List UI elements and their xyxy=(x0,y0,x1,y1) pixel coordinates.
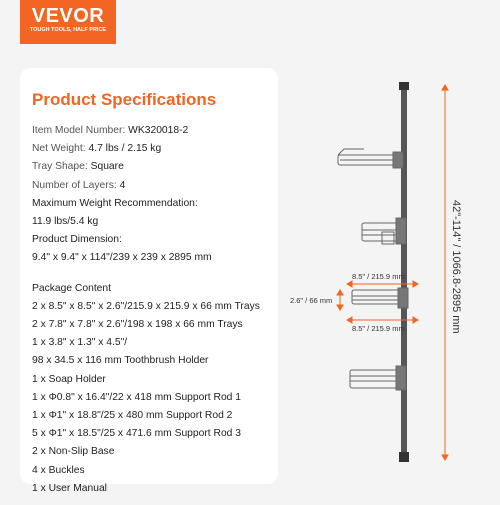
weight-value: 4.7 lbs / 2.15 kg xyxy=(88,143,162,155)
product-illustration xyxy=(290,60,500,500)
package-item: 1 x Φ0.8" x 16.4"/22 x 418 mm Support Rod 1 xyxy=(32,391,241,403)
package-item: 1 x Φ1" x 18.8"/25 x 480 mm Support Rod 2 xyxy=(32,410,233,422)
package-item: 1 x 3.8" x 1.3" x 4.5"/ xyxy=(32,337,128,349)
pole-top-cap xyxy=(399,82,409,90)
middle-tray xyxy=(352,288,408,308)
dimension-label: Product Dimension: xyxy=(32,234,122,246)
logo-brand: VEVOR xyxy=(31,5,105,27)
package-title: Package Content xyxy=(32,282,111,294)
layers-label: Number of Layers: xyxy=(32,179,117,191)
package-item: 5 x Φ1" x 18.5"/25 x 471.6 mm Support Rod 3 xyxy=(32,428,241,440)
layers-row xyxy=(32,177,278,195)
weight-label: Net Weight: xyxy=(32,143,86,155)
package-item: 2 x 7.8" x 7.8" x 2.6"/198 x 198 x 66 mm Trays xyxy=(32,319,243,331)
max-weight-label: Maximum Weight Recommendation: xyxy=(32,197,198,209)
model-row xyxy=(32,122,278,140)
toothbrush-tray xyxy=(362,218,406,244)
package-item: 2 x 8.5" x 8.5" x 2.6"/215.9 x 215.9 x 66 mm Trays xyxy=(32,300,260,312)
package-item: 2 x Non-Slip Base xyxy=(32,446,115,458)
package-item: 98 x 34.5 x 116 mm Toothbrush Holder xyxy=(32,355,209,367)
total-height-label: 42"-114" / 1066.8-2895 mm xyxy=(450,200,462,334)
width-bottom-label: 8.5" / 215.9 mm xyxy=(352,324,405,333)
width-top-label: 8.5" / 215.9 mm xyxy=(352,272,405,281)
model-value: WK320018-2 xyxy=(128,125,189,136)
package-item: 1 x Soap Holder xyxy=(32,373,106,385)
package-item: 4 x Buckles xyxy=(32,464,85,476)
vevor-logo xyxy=(20,0,116,44)
shape-row xyxy=(32,158,278,176)
spec-card xyxy=(20,68,278,494)
model-label: Item Model Number: xyxy=(32,125,126,136)
bottom-tray xyxy=(350,366,406,390)
shape-label: Tray Shape: xyxy=(32,161,88,173)
max-weight-value: 11.9 lbs/5.4 kg xyxy=(32,216,99,228)
shape-value: Square xyxy=(90,161,124,173)
pole-base xyxy=(399,452,409,462)
soap-holder-tray xyxy=(338,149,403,168)
weight-row xyxy=(32,140,278,158)
layers-value: 4 xyxy=(119,179,126,191)
spec-title: Product Specifications xyxy=(32,90,217,109)
dimension-value: 9.4" x 9.4" x 114"/239 x 239 x 2895 mm xyxy=(32,252,212,264)
package-item: 1 x User Manual xyxy=(32,482,107,494)
tray-height-label: 2.6" / 66 mm xyxy=(290,296,333,305)
logo-tagline: TOUGH TOOLS, HALF PRICE xyxy=(29,27,107,33)
